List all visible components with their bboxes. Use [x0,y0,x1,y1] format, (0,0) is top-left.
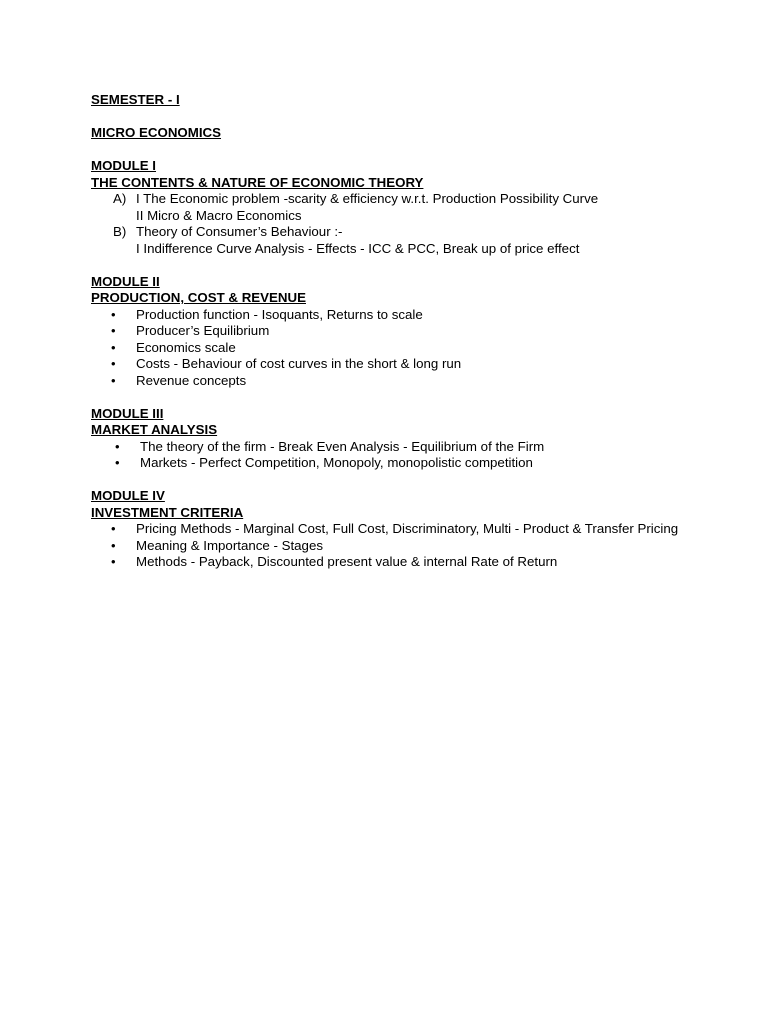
item-text: Theory of Consumer’s Behaviour :- [136,224,343,239]
module-heading: PRODUCTION, COST & REVENUE [91,290,306,305]
item-text: Meaning & Importance - Stages [136,537,323,553]
module-title: MODULE III [91,405,164,421]
bullet-icon: • [111,323,116,338]
subject-heading: MICRO ECONOMICS [91,125,222,140]
item-text: Pricing Methods - Marginal Cost, Full Cost, Discriminatory, Multi - Product & Transfer Pricing [136,521,679,536]
semester-heading: SEMESTER - I [91,92,180,107]
bullet-icon: • [111,356,116,371]
list-item [91,373,731,390]
bullet-icon: • [111,537,116,553]
item-text: The theory of the firm - Break Even Analysis - Equilibrium of the Firm [140,438,545,454]
bullet-icon: • [111,554,116,569]
module-3 [91,406,731,472]
list-item [91,224,731,241]
bullet-list [91,307,731,390]
item-label: B) [113,224,127,239]
bullet-list [91,521,731,571]
item-text: Costs - Behaviour of cost curves in the short & long run [136,356,462,371]
bullet-icon: • [115,438,120,454]
list-item [91,455,731,472]
item-text: Production function - Isoquants, Returns to scale [136,306,423,322]
bullet-list [91,439,731,472]
list-item [91,340,731,357]
sub-item-text: I Indifference Curve Analysis - Effects - ICC & PCC, Break up of price effect [136,240,580,256]
item-text: Economics scale [136,339,236,355]
module-2 [91,274,731,390]
module-title: MODULE II [91,273,160,289]
list-item [91,521,731,538]
list-item [91,356,731,373]
module-title: MODULE I [91,158,157,173]
list-item [91,439,731,456]
item-text: Methods - Payback, Discounted present value & internal Rate of Return [136,554,558,569]
item-text: Producer’s Equilibrium [136,323,270,338]
module-4 [91,488,731,571]
module-1 [91,158,731,257]
item-label: A) [113,191,127,206]
module-title: MODULE IV [91,488,165,503]
bullet-icon: • [111,306,116,322]
module-heading: THE CONTENTS & NATURE OF ECONOMIC THEORY [91,174,424,190]
document-page [91,92,731,571]
list-item [91,538,731,555]
list-item [91,307,731,324]
item-text: I The Economic problem -scarity & efficiency w.r.t. Production Possibility Curve [136,191,599,206]
item-text: Revenue concepts [136,372,247,388]
module-heading: INVESTMENT CRITERIA [91,504,244,520]
list-item [91,554,731,571]
bullet-icon: • [115,455,120,470]
item-text: Markets - Perfect Competition, Monopoly, monopolistic competition [140,455,533,470]
list-item [91,323,731,340]
bullet-icon: • [111,521,116,536]
bullet-icon: • [111,372,116,388]
module-heading: MARKET ANALYSIS [91,422,218,437]
sub-item-text: II Micro & Macro Economics [136,207,302,223]
bullet-icon: • [111,339,116,355]
list-item [91,191,731,208]
